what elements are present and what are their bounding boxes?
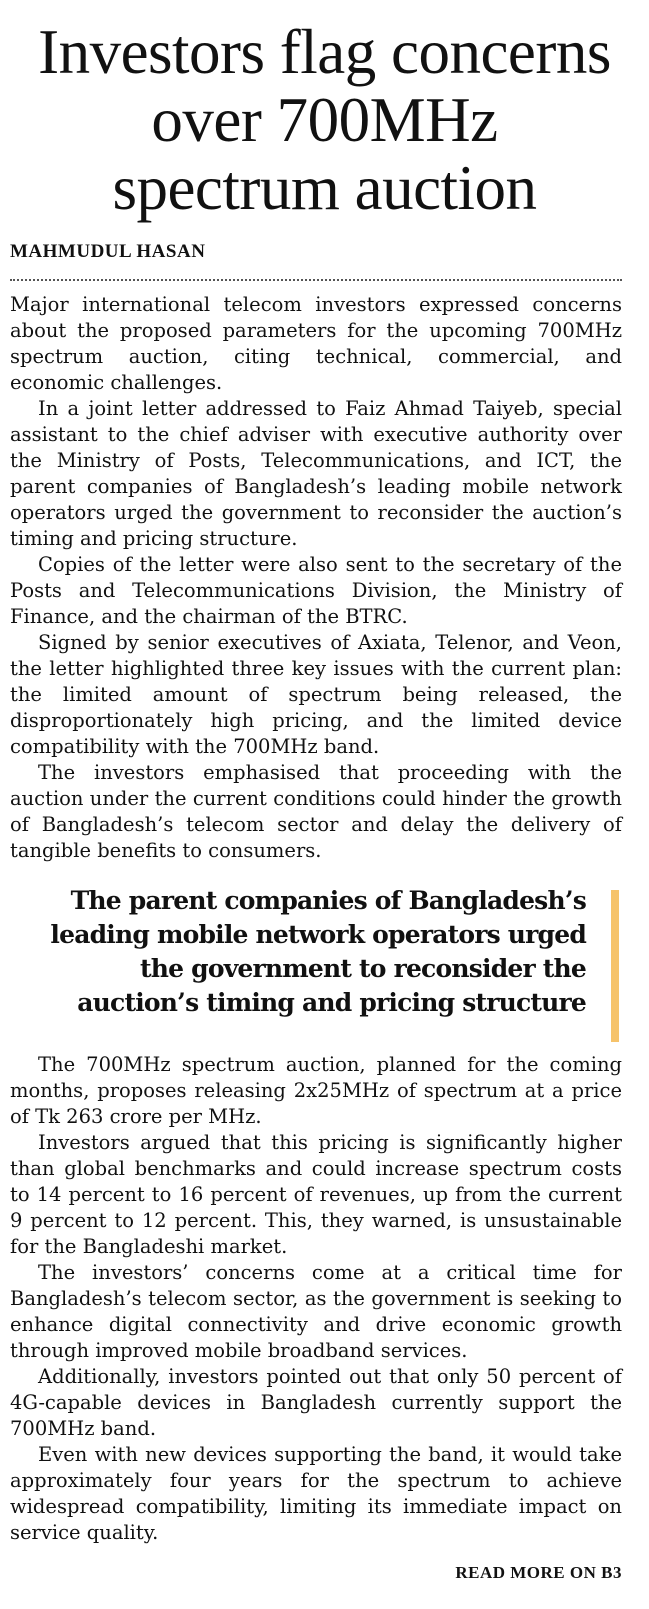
pull-quote-accent-bar <box>611 890 619 1042</box>
read-more-link[interactable]: READ MORE ON B3 <box>455 1563 622 1582</box>
article-paragraph: Major international telecom investors expressed concerns about the proposed parameters for the upcoming 700MHz spectrum auction, citing technical, commercial, and economic challenges. <box>10 293 622 394</box>
headline <box>0 18 649 222</box>
pull-quote: The parent companies of Bangladesh’s leading mobile network operators urged the government to reconsider the auction’s timing and pricing structure <box>50 886 586 1017</box>
article-paragraph: In a joint letter addressed to Faiz Ahmad Taiyeb, special assistant to the chief adviser with executive authority over the Ministry of Posts, Telecommunications, and ICT, the parent companies of Bangladesh’s leading mobile network operators urged the government to reconsider the auction’s timing and pricing structure. <box>10 397 622 550</box>
article-paragraph: Copies of the letter were also sent to the secretary of the Posts and Telecommunications Division, the Ministry of Finance, and the chairman of the BTRC. <box>10 553 622 628</box>
headline-line: Investors flag concerns <box>38 17 611 87</box>
byline: MAHMUDUL HASAN <box>10 241 206 262</box>
article-paragraph: Additionally, investors pointed out that only 50 percent of 4G-capable devices in Bangladesh currently support the 700MHz band. <box>10 1365 622 1440</box>
article-body-top <box>10 292 622 864</box>
headline-line: spectrum auction <box>112 153 537 223</box>
article-paragraph: The 700MHz spectrum auction, planned for the coming months, proposes releasing 2x25MHz of spectrum at a price of Tk 263 crore per MHz. <box>10 1053 622 1128</box>
article-paragraph: Signed by senior executives of Axiata, Telenor, and Veon, the letter highlighted three key issues with the current plan: the limited amount of spectrum being released, the disproportionately high pricing, and the limited device compatibility with the 700MHz band. <box>10 631 622 758</box>
byline-divider <box>10 279 622 281</box>
article-paragraph: Even with new devices supporting the band, it would take approximately four years for the spectrum to achieve widespread compatibility, limiting its immediate impact on service quality. <box>10 1443 622 1544</box>
article-paragraph: The investors’ concerns come at a critical time for Bangladesh’s telecom sector, as the government is seeking to enhance digital connectivity and drive economic growth through improved mobile broadband services. <box>10 1261 622 1362</box>
article-body-bottom <box>10 1052 622 1546</box>
headline-line: over 700MHz <box>151 85 498 155</box>
article-paragraph: The investors emphasised that proceeding with the auction under the current conditions could hinder the growth of Bangladesh’s telecom sector and delay the delivery of tangible benefits to consumers. <box>10 761 622 862</box>
article-paragraph: Investors argued that this pricing is significantly higher than global benchmarks and could increase spectrum costs to 14 percent to 16 percent of revenues, up from the current 9 percent to 12 percent. This, they warned, is unsustainable for the Bangladeshi market. <box>10 1131 622 1258</box>
